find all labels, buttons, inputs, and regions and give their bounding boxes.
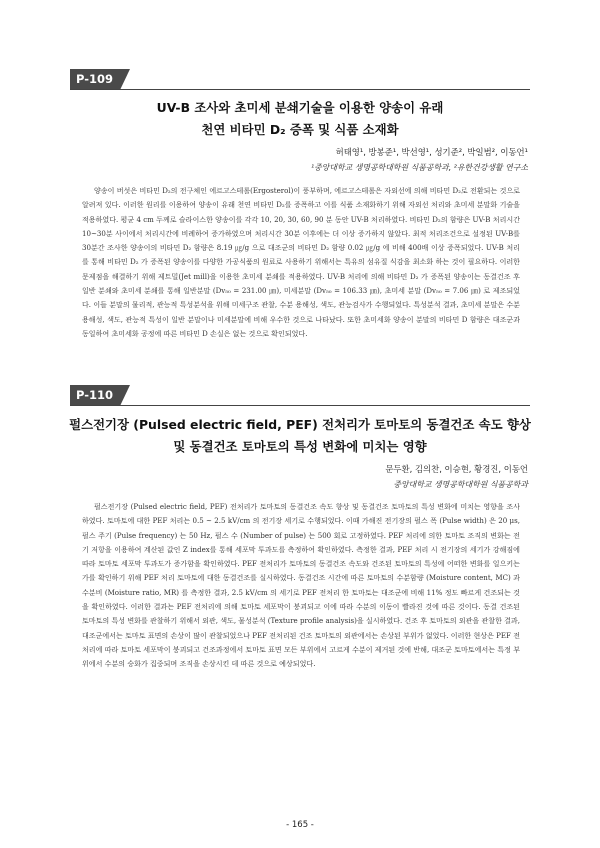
- section-divider: [70, 89, 530, 90]
- abstract-body: 펄스전기장 (Pulsed electric field, PEF) 전처리가 토마토의 동결건조 속도 향상 및 동결건조 토마토의 특성 변화에 미치는 영향을 조사하였다. 토마토에 대한 PEF 처리는 0.5 ~ 2.5 kV/cm 의 전기장 세기로 수행되었다. 이때 가해진 전기장의 펄스 폭 (Pulse width) 은 20 μs, 펄스 주기 (Pulse frequency) 는 50 Hz, 펄스 수 (Number of pulse) 는 500 회로 고정하였다. PEF 처리에 의한 토마토 조직의 변화는 전기 저항을 이용하여 계산된 값인 Z index를 통해 세포막 투과도를 측정하여 확인하였다. 측정한 결과, PEF 처리 시 전기장의 세기가 강해짐에 따라 토마토 세포막 투과도가 증가함을 확인하였다. PEF 전처리가 토마토의 동결건조 속도와 건조된 토마토의 특성에 어떠한 변화를 일으키는 가를 확인하기 위해 PEF 처리 토마토에 대한 동결건조를 실시하였다. 동결건조 시간에 따른 토마토의 수분함량 (Moisture content, MC) 과 수분비 (Moisture ratio, MR) 를 측정한 결과, 2.5 kV/cm 의 세기로 PEF 전처리 한 토마토는 대조군에 비해 11% 정도 빠르게 건조되는 것을 확인하였다. 이러한 결과는 PEF 전처리에 의해 토마토 세포막이 붕괴되고 이에 따라 수분의 이동이 빨라진 것에 따른 것이다. 동결 건조된 토마토의 특성 변화를 관찰하기 위해서 외관, 색도, 물성분석 (Texture profile analysis)을 실시하였다. 건조 후 토마토의 외관을 관찰한 결과, 대조군에서는 토마토 표면의 손상이 많이 관찰되었으나 PEF 전처리된 건조 토마토의 외관에서는 손상된 부위가 없었다. 이러한 현상은 PEF 전처리에 따라 토마토 세포막이 붕괴되고 건조과정에서 토마토 표면 모든 부위에서 고르게 수분이 제거된 것에 반해, 대조군 토마토에서는 특정 부위에서 수분의 승화가 집중되며 조직을 손상시킨 데 따른 것으로 예상되었다.: [82, 502, 520, 669]
- abstract-title-line-1: UV-B 조사와 초미세 분쇄기술을 이용한 양송이 유래: [156, 100, 444, 115]
- abstract-id-badge: P-109: [70, 69, 120, 90]
- author-list: 허태영¹, 방봉준¹, 박선영¹, 성기준², 박일범², 이동언¹: [335, 147, 528, 157]
- abstract-id-badge: P-110: [70, 385, 120, 406]
- page-number: - 165 -: [286, 820, 314, 830]
- section-divider: [70, 405, 530, 406]
- abstract-body: 양송이 버섯은 비타민 D₂의 전구체인 에르고스테롤(Ergosterol)이 풍부하며, 에르고스테롤은 자외선에 의해 비타민 D₂로 전환되는 것으로 알려져 있다. 이러한 원리를 이용하여 양송이 유래 천연 비타민 D₂를 증폭하고 이를 식품 소재화하기 위해 자외선 처리와 초미세 분말화 기술을 적용하였다. 평균 4 cm 두께로 슬라이스한 양송이를 각각 10, 20, 30, 60, 90 분 동안 UV-B 처리하였다. 비타민 D₂의 함량은 UV-B 처리시간 10~30분 사이에서 처리시간에 비례하여 증가하였으며 처리시간 30분 이후에는 더 이상 증가하지 않았다. 최적 처리조건으로 설정된 UV-B를 30분간 조사한 양송이의 비타민 D₂ 함량은 8.19 ㎍/g 으로 대조군의 비타민 D₂ 함량 0.02 ㎍/g 에 비해 400배 이상 증폭되었다. UV-B 처리를 통해 비타민 D₂ 가 증폭된 양송이를 다양한 가공식품의 원료로 사용하기 위해서는 특유의 섬유질 식감을 최소화 하는 것이 필요하다. 이러한 문제점을 해결하기 위해 제트밀(Jet mill)을 이용한 초미세 분쇄를 적용하였다. UV-B 처리에 의해 비타민 D₂ 가 증폭된 양송이는 동결건조 후 일반 분쇄와 초미세 분쇄를 통해 일반분말 (Dv₅₀ = 231.00 ㎛), 미세분말 (Dv₅₀ = 106.33 ㎛), 초미세 분말 (Dv₅₀ = 7.06 ㎛) 로 제조되었다. 이들 분말의 물리적, 관능적 특성분석을 위해 미세구조 관찰, 수분 용해성, 색도, 관능검사가 수행되었다. 특성분석 결과, 초미세 분말은 수분 용해성, 색도, 관능적 특성이 일반 분말이나 미세분말에 비해 우수한 것으로 나타났다. 또한 초미세화 양송이 분말의 비타민 D 함량은 대조군과 동일하여 초미세화 공정에 따른 비타민 D 손실은 없는 것으로 확인되었다.: [82, 186, 520, 338]
- author-list: 문두환, 김의찬, 이승현, 황경진, 이동언: [385, 464, 528, 474]
- abstract-title-line-2: 천연 비타민 D₂ 증폭 및 식품 소재화: [201, 122, 399, 137]
- affiliation: 중앙대학교 생명공학대학원 식품공학과: [393, 480, 528, 489]
- abstract-title-line-2: 및 동결건조 토마토의 특성 변화에 미치는 영향: [173, 439, 427, 454]
- affiliation: ¹중앙대학교 생명공학대학원 식품공학과, ²유한건강생활 연구소: [310, 163, 528, 172]
- abstract-title-line-1: 펄스전기장 (Pulsed electric field, PEF) 전처리가 토마토의 동결건조 속도 향상: [69, 417, 531, 432]
